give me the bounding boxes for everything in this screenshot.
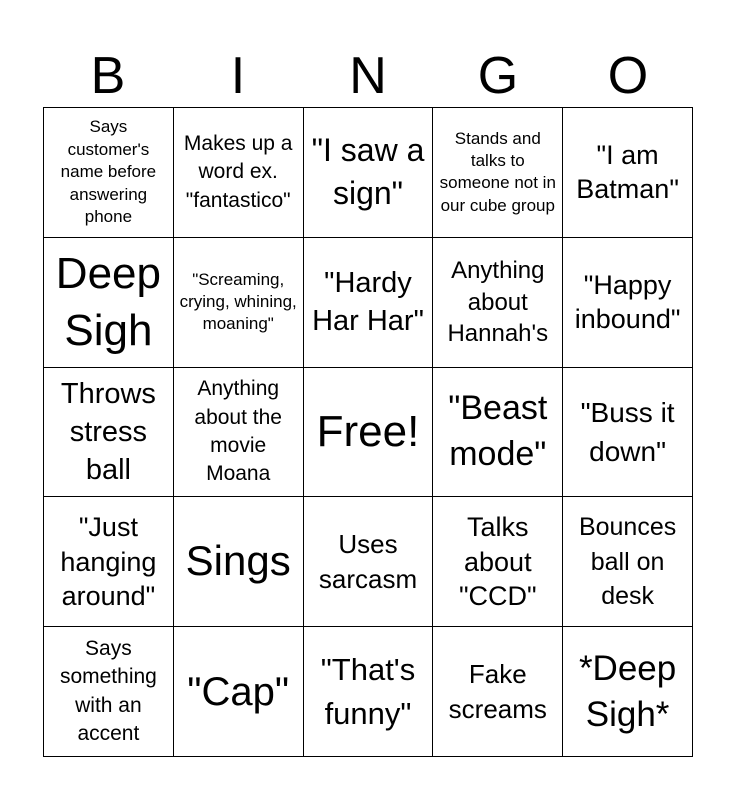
cell-text: Fake screams [448,658,547,724]
bingo-cell-4-5[interactable] [563,497,693,627]
header-letter-b: B [90,47,126,105]
bingo-cell-3-5[interactable] [563,368,693,498]
cell-text: Sings [185,537,291,585]
bingo-cell-1-1[interactable] [44,108,174,238]
bingo-cell-1-5[interactable] [563,108,693,238]
cell-text: *Deep Sigh* [578,649,677,734]
bingo-cell-2-2[interactable] [174,238,304,368]
bingo-cell-4-3[interactable] [304,497,434,627]
header-letter-n: N [349,47,387,105]
cell-text: Stands and talks to someone not in our cube group [439,128,556,215]
cell-text: "I am Batman" [576,139,679,205]
cell-text: Anything about Hannah's [447,257,549,347]
bingo-cell-5-3[interactable] [304,627,434,757]
bingo-header [43,44,693,108]
bingo-cell-5-5[interactable] [563,627,693,757]
bingo-cell-2-5[interactable] [563,238,693,368]
bingo-cell-2-1[interactable] [44,238,174,368]
bingo-cell-3-4[interactable] [433,368,563,498]
cell-text: Says customer's name before answering phone [60,117,157,227]
cell-text: "I saw a sign" [311,132,425,212]
bingo-cell-4-1[interactable] [44,497,174,627]
header-letter-o: O [607,47,649,105]
cell-text: "Happy inbound" [574,269,681,335]
cell-text: Makes up a word ex. "fantastico" [183,131,293,212]
bingo-cell-3-2[interactable] [174,368,304,498]
bingo-cell-5-2[interactable] [174,627,304,757]
cell-text: Talks about "CCD" [458,511,537,612]
bingo-grid [43,107,693,757]
cell-text: Uses sarcasm [318,529,418,594]
cell-text: Throws stress ball [60,377,156,487]
bingo-cell-1-2[interactable] [174,108,304,238]
cell-text: "Beast mode" [448,389,548,473]
header-letter-g: G [477,47,519,105]
bingo-cell-3-3-free[interactable] [304,368,434,498]
bingo-cell-1-4[interactable] [433,108,563,238]
free-space-text: Free! [316,407,420,457]
bingo-cell-3-1[interactable] [44,368,174,498]
bingo-cell-4-4[interactable] [433,497,563,627]
cell-text: "Just hanging around" [60,511,157,612]
cell-text: Bounces ball on desk [578,513,677,611]
header-letter-i: I [230,47,246,105]
cell-text: "That's funny" [320,652,416,731]
bingo-cell-5-1[interactable] [44,627,174,757]
cell-text: Deep Sigh [55,249,161,356]
cell-text: Says something with an accent [59,636,157,745]
bingo-cell-5-4[interactable] [433,627,563,757]
cell-text: Anything about the movie Moana [194,377,282,486]
cell-text: "Screaming, crying, whining, moaning" [179,269,297,334]
bingo-cell-1-3[interactable] [304,108,434,238]
cell-text: "Hardy Har Har" [312,266,424,338]
bingo-cell-2-3[interactable] [304,238,434,368]
bingo-cell-4-2[interactable] [174,497,304,627]
bingo-cell-2-4[interactable] [433,238,563,368]
cell-text: "Buss it down" [580,396,675,467]
cell-text: "Cap" [187,669,290,714]
